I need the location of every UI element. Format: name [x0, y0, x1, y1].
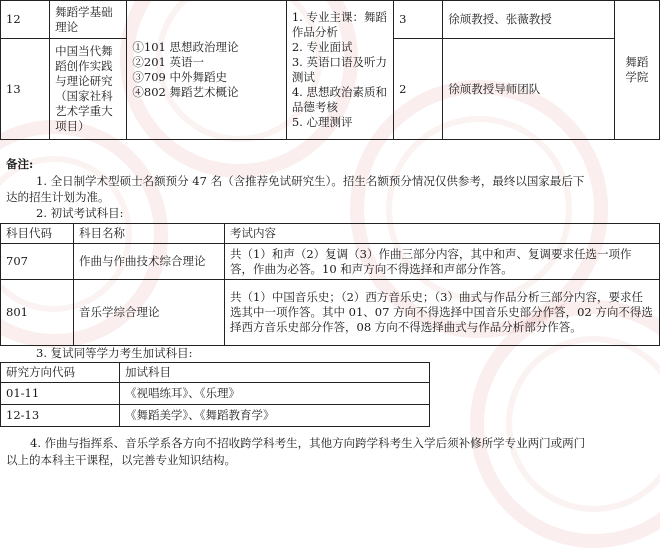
exam-content: 共（1）中国音乐史；（2）西方音乐史；（3）曲式与作品分析三部分内容，要求任选其中一项作答。其中 01、07 方向不得选择中国音乐史部分作答，02 方向不得选择西方音乐史部分作答，08 方向不得选择曲式与作品分析部分作答。	[225, 280, 660, 346]
row-number: 13	[1, 39, 50, 140]
college: 舞蹈学院	[614, 1, 659, 140]
column-header: 科目名称	[74, 224, 225, 244]
subject-code: 801	[1, 280, 74, 346]
table-header-row	[1, 224, 660, 244]
retest-item: 5. 心理测评	[291, 115, 353, 129]
teachers: 徐颃教授导师团队	[443, 39, 615, 140]
exam-subject: ①101 思想政治理论	[132, 40, 239, 54]
retest-item: 1. 专业主课：舞蹈作品分析	[291, 10, 387, 39]
table-row	[1, 280, 660, 346]
additional-test-table	[0, 362, 430, 427]
exam-subject: ③709 中外舞蹈史	[132, 70, 227, 84]
table-row	[1, 244, 660, 280]
program-table	[0, 0, 660, 140]
column-header: 研究方向代码	[1, 363, 120, 383]
teachers: 徐颃教授、张薇教授	[443, 1, 615, 39]
additional-subjects: 《视唱练耳》、《乐理》	[120, 383, 430, 405]
direction-code: 12-13	[1, 405, 120, 427]
retest-item: 4. 思想政治素质和品德考核	[291, 85, 387, 114]
note-2: 2. 初试考试科目:	[36, 206, 124, 220]
retest-item: 2. 专业面试	[291, 40, 353, 54]
exam-subject: ②201 英语一	[132, 55, 204, 69]
exam-subject: ④802 舞蹈艺术概论	[132, 85, 239, 99]
note-3: 3. 复试同等学力考生加试科目:	[36, 346, 193, 360]
retest-items	[286, 1, 393, 140]
retest-item: 3. 英语口语及听力测试	[291, 55, 387, 84]
column-header: 加试科目	[120, 363, 430, 383]
course-name: 舞蹈学基础理论	[50, 1, 127, 39]
course-name: 中国当代舞蹈创作实践与理论研究（国家社科艺术学重大项目）	[50, 39, 127, 140]
exam-content: 共（1）和声（2）复调（3）作曲三部分内容，其中和声、复调要求任选一项作答，作曲为必答。10 和声方向不得选择和声部分作答。	[225, 244, 660, 280]
row-number: 12	[1, 1, 50, 39]
subject-name: 作曲与作曲技术综合理论	[74, 244, 225, 280]
note-1: 1. 全日制学术型硕士名额预分 47 名（含推荐免试研究生）。招生名额预分情况仅供参考，最终以国家最后下	[36, 174, 585, 188]
table-row	[1, 1, 660, 39]
column-header: 科目代码	[1, 224, 74, 244]
note-1-cont: 达的招生计划为准。	[6, 190, 110, 204]
table-header-row	[1, 363, 430, 383]
exam-subjects	[127, 1, 286, 140]
exam-table	[0, 223, 660, 346]
notes-title: 备注:	[6, 157, 34, 171]
note-4: 4. 作曲与指挥系、音乐学系各方向不招收跨学科考生，其他方向跨学科考生入学后须补修所学专业两门或两门	[30, 436, 586, 450]
credits: 3	[394, 1, 443, 39]
direction-code: 01-11	[1, 383, 120, 405]
additional-subjects: 《舞蹈美学》、《舞蹈教育学》	[120, 405, 430, 427]
credits: 2	[394, 39, 443, 140]
column-header: 考试内容	[225, 224, 660, 244]
note-4-cont: 以上的本科主干课程，以完善专业知识结构。	[6, 453, 236, 467]
table-row	[1, 405, 430, 427]
subject-name: 音乐学综合理论	[74, 280, 225, 346]
subject-code: 707	[1, 244, 74, 280]
table-row	[1, 383, 430, 405]
